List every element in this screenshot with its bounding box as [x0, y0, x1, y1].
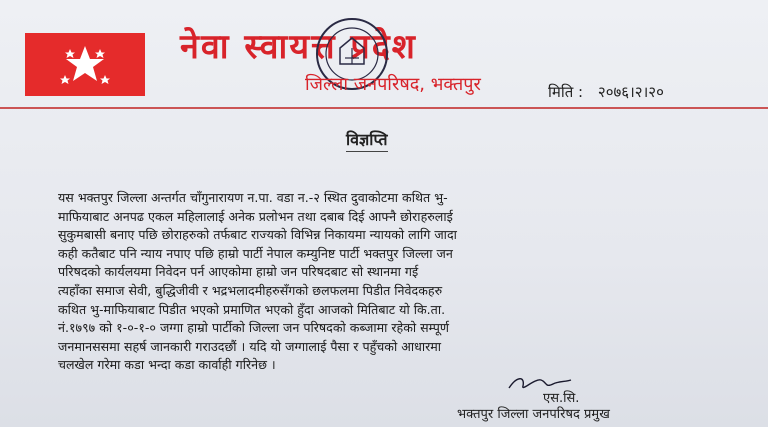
notice-line: परिषदको कार्यलयमा निवेदन पर्न आएकोमा हाम्रो जन परिषदबाट सो स्थानमा गई: [58, 264, 419, 280]
notice-line: माफियाबाट अनपढ एकल महिलालाई अनेक प्रलोभन तथा दबाब दिई आफ्नै छोराहरुलाई: [58, 208, 453, 224]
date-value: २०७६।२।२०: [597, 83, 664, 101]
signatory-name: एस.सि.: [543, 391, 580, 406]
party-flag: [25, 33, 145, 96]
signatory-title: भक्तपुर जिल्ला जनपरिषद प्रमुख: [457, 407, 610, 422]
notice-line: चलखेल गरेमा कडा भन्दा कडा कार्वाही गरिनेछ ।: [58, 357, 276, 373]
notice-line: कही कतैबाट पनि न्याय नपाए पछि हाम्रो पार्टी नेपाल कम्युनिष्ट पार्टी भक्तपुर जिल्ला जन: [58, 245, 453, 261]
star-flag-icon: [25, 33, 145, 96]
notice-body: [58, 189, 723, 375]
district-subtitle: जिल्ला जनपरिषद, भक्तपुर: [305, 74, 481, 95]
date-line: [548, 82, 664, 102]
notice-line: कथित भु-माफियाबाट पिडीत भएको प्रमाणित भएको हुँदा आजको मितिबाट यो कि.ता.: [58, 301, 446, 317]
notice-line: त्यहाँका समाज सेवी, बुद्धिजीवी र भद्रभलादमीहरुसँगको छलफलमा पिडीत निवेदकहरु: [58, 282, 443, 298]
notice-line: नं.१७९७ को १-०-१-० जग्गा हाम्रो पार्टीको जिल्ला जन परिषदको कब्जामा रहेको सम्पूर्ण: [58, 320, 449, 336]
header-divider: [0, 107, 768, 109]
notice-line: जनमानससमा सहर्ष जानकारी गराउदछौं । यदि यो जग्गालाई पैसा र पहुँचको आधारमा: [58, 338, 442, 354]
notice-heading: विज्ञप्ति: [346, 128, 388, 152]
notice-line: सुकुमबासी बनाए पछि छोराहरुको तर्फबाट राज्यको विभिन्न निकायमा न्यायको लागि जादा: [58, 227, 457, 243]
organization-title: नेवा स्वायत्त प्रदेश: [180, 27, 417, 67]
date-label: मिति :: [548, 83, 584, 101]
notice-line: यस भक्तपुर जिल्ला अन्तर्गत चाँगुनारायण न.पा. वडा न.-२ स्थित दुवाकोटमा कथित भु-: [58, 190, 448, 205]
